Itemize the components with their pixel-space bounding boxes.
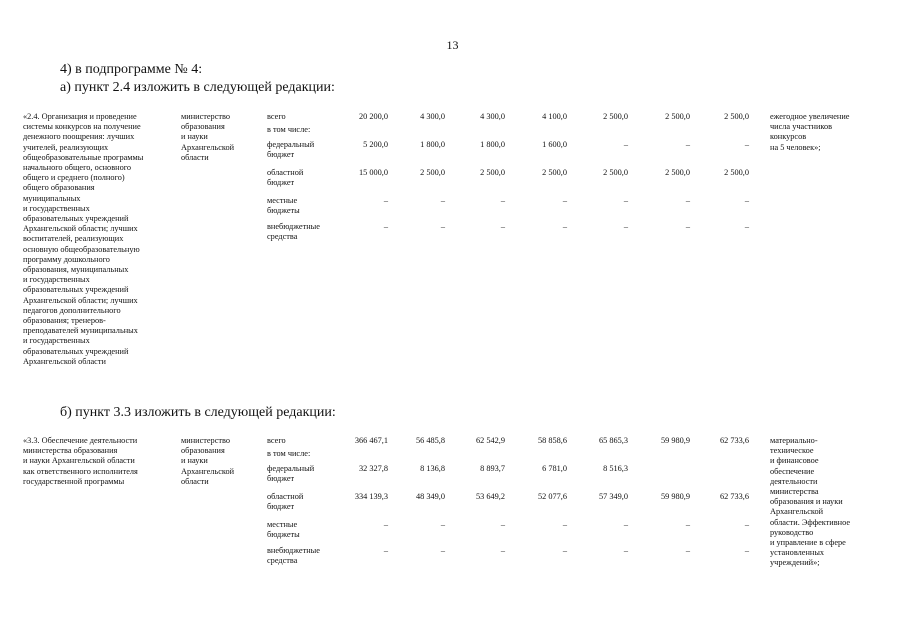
executor-cell: министерство образования и науки Архангельской области	[181, 112, 235, 162]
funding-value-cell: –	[744, 546, 749, 555]
funding-value-cell: –	[685, 520, 690, 529]
funding-value-cell: –	[383, 546, 388, 555]
executor-cell: министерство образования и науки Архангельской области	[181, 436, 235, 486]
funding-value-cell: 4 100,0	[542, 112, 567, 121]
funding-source-label: внебюджетные средства	[267, 546, 320, 566]
funding-value-cell: 2 500,0	[542, 168, 567, 177]
funding-value-cell: 5 200,0	[363, 140, 388, 149]
funding-value-cell: 8 136,8	[420, 464, 445, 473]
funding-value-cell: 52 077,6	[537, 492, 567, 501]
funding-value-cell: –	[500, 520, 505, 529]
funding-source-label: в том числе:	[267, 449, 311, 458]
funding-value-cell: –	[623, 222, 628, 231]
funding-value-cell: 57 349,0	[598, 492, 628, 501]
funding-value-cell: –	[562, 196, 567, 205]
funding-value-cell: –	[500, 196, 505, 205]
funding-value-cell: –	[685, 222, 690, 231]
funding-value-cell: –	[685, 196, 690, 205]
funding-value-cell: –	[383, 222, 388, 231]
funding-value-cell: –	[440, 222, 445, 231]
funding-value-cell: –	[623, 140, 628, 149]
funding-value-cell: 2 500,0	[480, 168, 505, 177]
funding-value-cell: 59 980,9	[660, 436, 690, 445]
note-cell: ежегодное увеличение числа участников конкурсов на 5 человек»;	[770, 112, 850, 152]
heading-item-2-4: а) пункт 2.4 изложить в следующей редакции:	[60, 80, 335, 95]
funding-value-cell: 56 485,8	[415, 436, 445, 445]
funding-source-label: внебюджетные средства	[267, 222, 320, 242]
funding-value-cell: 15 000,0	[358, 168, 388, 177]
funding-value-cell: 1 800,0	[480, 140, 505, 149]
funding-value-cell: –	[500, 546, 505, 555]
funding-value-cell: 2 500,0	[420, 168, 445, 177]
funding-value-cell: 20 200,0	[358, 112, 388, 121]
funding-value-cell: –	[623, 520, 628, 529]
funding-value-cell: –	[383, 196, 388, 205]
funding-value-cell: 8 516,3	[603, 464, 628, 473]
funding-value-cell: 2 500,0	[665, 168, 690, 177]
funding-value-cell: –	[562, 546, 567, 555]
funding-value-cell: –	[623, 196, 628, 205]
funding-source-label: всего	[267, 436, 286, 445]
funding-value-cell: 48 349,0	[415, 492, 445, 501]
funding-value-cell: –	[744, 140, 749, 149]
heading-item-3-3: б) пункт 3.3 изложить в следующей редакции:	[60, 405, 336, 420]
funding-value-cell: –	[383, 520, 388, 529]
funding-source-label: областной бюджет	[267, 492, 304, 512]
funding-value-cell: –	[562, 222, 567, 231]
funding-source-label: местные бюджеты	[267, 520, 300, 540]
page-number: 13	[446, 38, 459, 52]
description-cell: «2.4. Организация и проведение системы конкурсов на получение денежного поощрения: лучших учителей, реализующих общеобразовательные программы начального общего, основного общего и среднего (полного) общего образования муниципальных и государственных образовательных учреждений Архангельской области; лучших воспитателей, реализующих основную общеобразовательную программу дошкольного образования, муниципальных и государственных образовательных учреждений Архангельской области; лучших педагогов дополнительного образования; тренеров- преподавателей муниципальных и государственных образовательных учреждений Архангельской области	[23, 112, 144, 366]
funding-value-cell: –	[623, 546, 628, 555]
funding-source-label: местные бюджеты	[267, 196, 300, 216]
funding-source-label: в том числе:	[267, 125, 311, 134]
funding-source-label: федеральный бюджет	[267, 464, 315, 484]
funding-value-cell: 59 980,9	[660, 492, 690, 501]
funding-value-cell: 65 865,3	[598, 436, 628, 445]
funding-value-cell: 58 858,6	[537, 436, 567, 445]
funding-value-cell: 1 600,0	[542, 140, 567, 149]
funding-source-label: всего	[267, 112, 286, 121]
funding-value-cell: 8 893,7	[480, 464, 505, 473]
funding-value-cell: –	[440, 196, 445, 205]
funding-value-cell: 2 500,0	[603, 112, 628, 121]
funding-value-cell: –	[744, 222, 749, 231]
funding-value-cell: –	[685, 140, 690, 149]
funding-value-cell: 2 500,0	[665, 112, 690, 121]
funding-value-cell: –	[440, 520, 445, 529]
funding-value-cell: –	[744, 196, 749, 205]
note-cell: материально- техническое и финансовое обеспечение деятельности министерства образования и науки Архангельской области. Эффективное руководство и управление в сфере установленных учреждений»;	[770, 436, 851, 568]
funding-value-cell: 62 733,6	[719, 436, 749, 445]
heading-subprogram: 4) в подпрограмме № 4:	[60, 62, 203, 77]
funding-value-cell: –	[562, 520, 567, 529]
funding-value-cell: –	[685, 546, 690, 555]
funding-value-cell: 366 467,1	[354, 436, 388, 445]
funding-value-cell: 334 139,3	[354, 492, 388, 501]
funding-source-label: областной бюджет	[267, 168, 304, 188]
description-cell: «3.3. Обеспечение деятельности министерства образования и науки Архангельской области как ответственного исполнителя государственной программы	[23, 436, 138, 486]
funding-value-cell: 32 327,8	[358, 464, 388, 473]
funding-value-cell: 4 300,0	[420, 112, 445, 121]
funding-value-cell: –	[500, 222, 505, 231]
funding-value-cell: 2 500,0	[724, 168, 749, 177]
funding-value-cell: 53 649,2	[475, 492, 505, 501]
funding-value-cell: 62 733,6	[719, 492, 749, 501]
funding-value-cell: 1 800,0	[420, 140, 445, 149]
funding-value-cell: 4 300,0	[480, 112, 505, 121]
funding-value-cell: 2 500,0	[603, 168, 628, 177]
funding-source-label: федеральный бюджет	[267, 140, 315, 160]
funding-value-cell: 2 500,0	[724, 112, 749, 121]
funding-value-cell: 62 542,9	[475, 436, 505, 445]
funding-value-cell: –	[440, 546, 445, 555]
funding-value-cell: 6 781,0	[542, 464, 567, 473]
funding-value-cell: –	[744, 520, 749, 529]
